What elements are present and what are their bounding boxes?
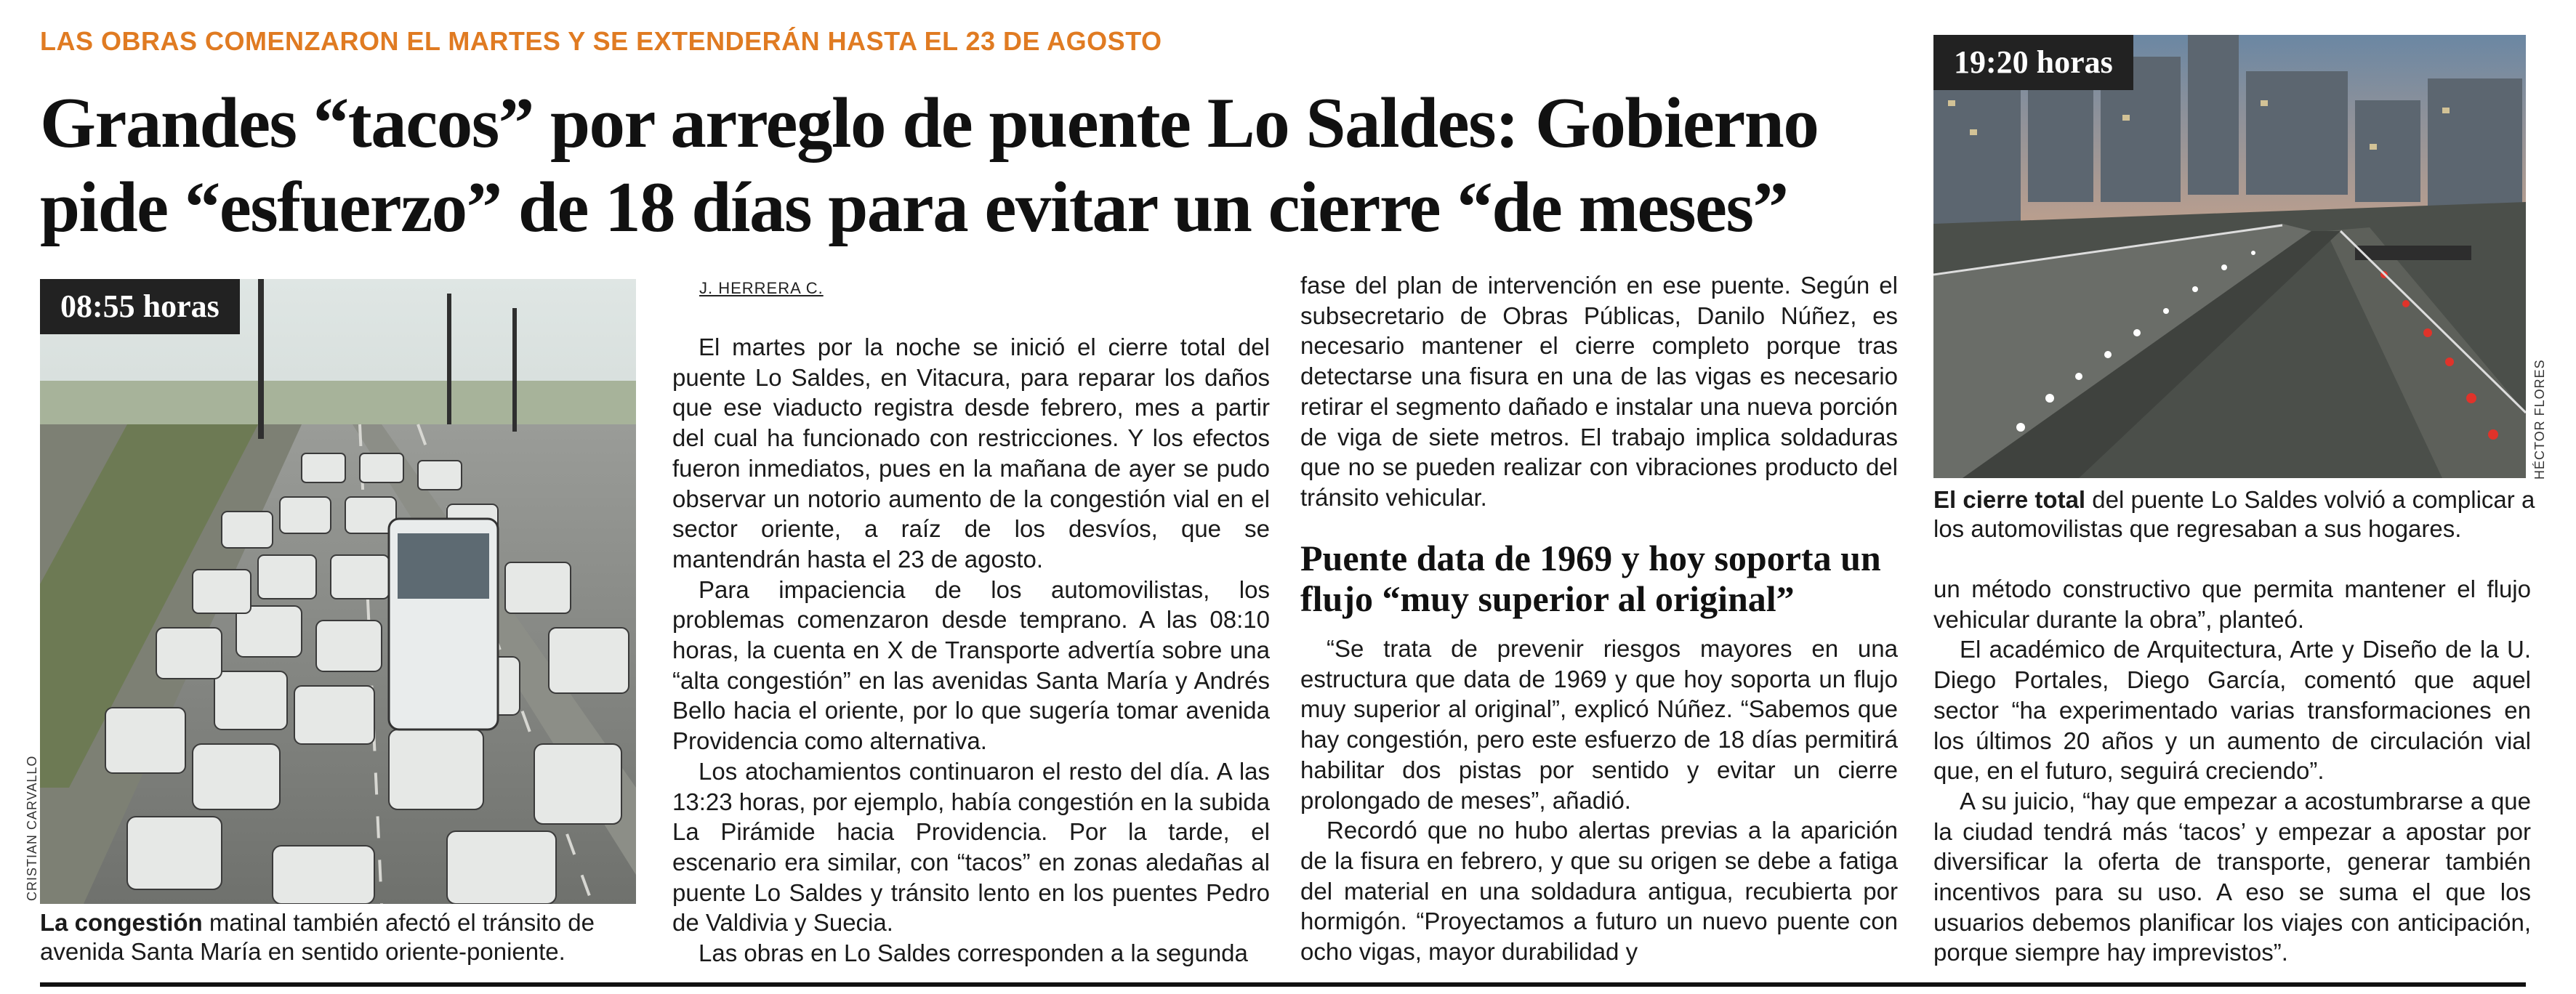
article-column-2-top xyxy=(1300,270,1898,513)
subhead: Puente data de 1969 y hoy soporta un flujo “muy superior al original” xyxy=(1300,538,1881,619)
photo-credit-right: HÉCTOR FLORES xyxy=(2532,359,2547,480)
caption-left-text: matinal también afectó el tránsito de avenida Santa María en sentido oriente-poniente. xyxy=(40,909,595,965)
paragraph: fase del plan de intervención en ese puente. Según el subsecretario de Obras Públicas, Danilo Núñez, es necesario mantener el cierre completo porque tras detectarse una fisura en una de las vigas es necesario retirar el segmento dañado e instalar una nueva porción de viga de siete metros. El trabajo implica soldaduras que no se pueden realizar con vibraciones producto del tránsito vehicular. xyxy=(1300,272,1898,511)
paragraph: Las obras en Lo Saldes corresponden a la segunda xyxy=(699,940,1248,967)
article-column-2-bottom xyxy=(1300,634,1898,967)
traffic-photo-morning xyxy=(40,279,636,904)
caption-right xyxy=(1933,485,2537,544)
caption-right-text: del puente Lo Saldes volvió a complicar a los automovilistas que regresaban a sus hogares. xyxy=(1933,486,2535,542)
paragraph: “Se trata de prevenir riesgos mayores en una estructura que data de 1969 y que hoy soporta un flujo muy superior al original”, explicó Núñez. “Sabemos que hay congestión, pero este esfuerzo de 18 días permitirá habilitar dos pistas por sentido y evitar un cierre prolongado de meses”, añadió. xyxy=(1300,635,1898,814)
article-column-1 xyxy=(672,332,1270,969)
article-column-3 xyxy=(1933,574,2531,968)
kicker: LAS OBRAS COMENZARON EL MARTES Y SE EXTENDERÁN HASTA EL 23 DE AGOSTO xyxy=(40,26,1162,56)
paragraph: A su juicio, “hay que empezar a acostumbrarse a que la ciudad tendrá más ‘tacos’ y empezar a apostar por diversificar la oferta de transporte, generar también incentivos para su uso. A eso se suma el que los usuarios debemos planificar los viajes con anticipación, porque siempre hay imprevistos”. xyxy=(1933,787,2531,966)
paragraph: Para impaciencia de los automovilistas, los problemas comenzaron desde temprano. A las 08:10 horas, la cuenta en X de Transporte advertía sobre una “alta congestión” en las avenidas Santa María y Andrés Bello hacia el oriente, por lo que sugería tomar avenida Providencia como alternativa. xyxy=(672,575,1270,755)
traffic-photo-evening xyxy=(1933,35,2526,478)
caption-left-lead: La congestión xyxy=(40,909,203,936)
time-badge-evening: 19:20 horas xyxy=(1933,35,2133,90)
headline: Grandes “tacos” por arreglo de puente Lo Saldes: Gobierno pide “esfuerzo” de 18 días para evitar un cierre “de meses” xyxy=(40,84,1819,247)
traffic-jam-image xyxy=(40,279,636,904)
paragraph: un método constructivo que permita mantener el flujo vehicular durante la obra”, planteó. xyxy=(1933,575,2531,633)
paragraph: Los atochamientos continuaron el resto del día. A las 13:23 horas, por ejemplo, había congestión en la subida La Pirámide hacia Providencia. Por la tarde, el escenario era similar, con “tacos” en zonas aledañas al puente Lo Saldes y tránsito lento en los puentes Pedro de Valdivia y Suecia. xyxy=(672,757,1270,937)
highway-dusk-image xyxy=(1933,35,2526,478)
paragraph: Recordó que no hubo alertas previas a la aparición de la fisura en febrero, y que su origen se debe a fatiga del material en una soldadura antigua, recubierta por hormigón. “Proyectamos a futuro un nuevo puente con ocho vigas, mayor durabilidad y xyxy=(1300,817,1898,966)
time-badge-morning: 08:55 horas xyxy=(40,279,240,334)
paragraph: El martes por la noche se inició el cierre total del puente Lo Saldes, en Vitacura, para reparar los daños que ese viaducto registra desde febrero, mes a partir del cual ha funcionado con restricciones. Y los efectos fueron inmediatos, pues en la mañana de ayer se pudo observar un notorio aumento de la congestión vial en el sector oriente, a raíz de los desvíos, que se mantendrán hasta el 23 de agosto. xyxy=(672,334,1270,573)
bottom-rule xyxy=(40,982,2526,987)
photo-credit-left: CRISTIAN CARVALLO xyxy=(25,755,39,901)
caption-left xyxy=(40,908,643,966)
paragraph: El académico de Arquitectura, Arte y Diseño de la U. Diego Portales, Diego García, comentó que aquel sector “ha experimentado varias transformaciones en los últimos 20 años y un aumento de circulación vial que, en el futuro, seguirá creciendo”. xyxy=(1933,636,2531,785)
caption-right-lead: El cierre total xyxy=(1933,486,2086,513)
byline: J. HERRERA C. xyxy=(699,279,824,297)
